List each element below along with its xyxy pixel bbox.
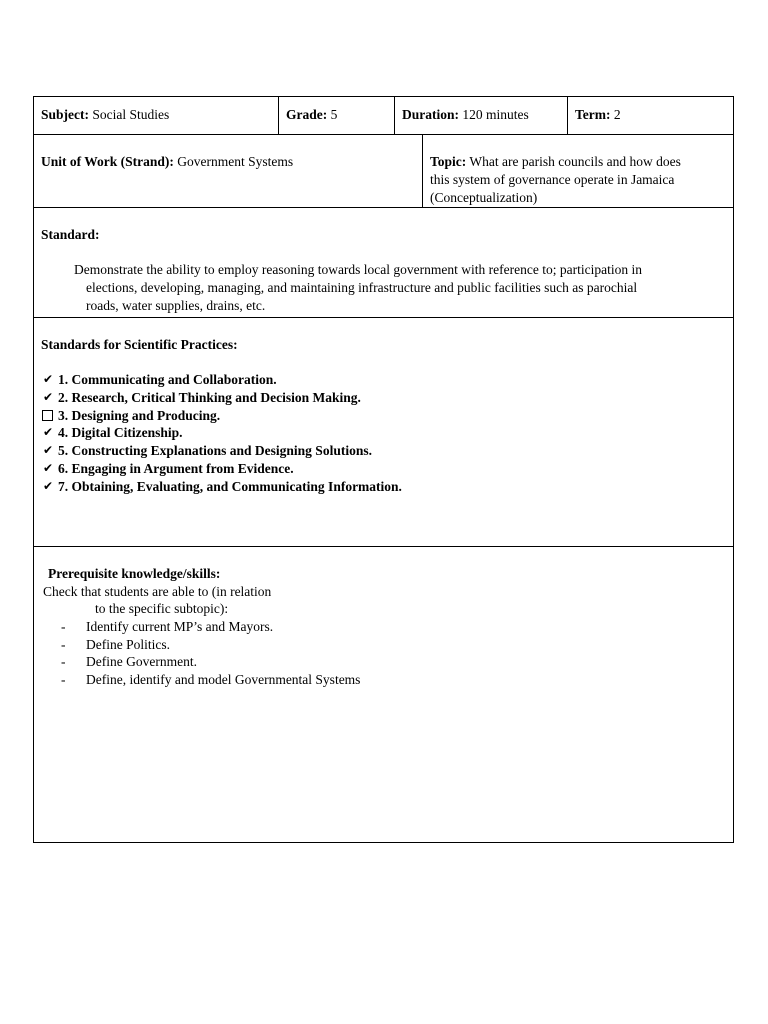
subject-cell <box>41 106 169 124</box>
prerequisite-item-text: Define Government. <box>86 654 197 669</box>
prerequisite-item <box>61 671 360 689</box>
standard-label: Standard: <box>41 227 100 242</box>
prerequisite-item <box>61 636 360 654</box>
practices-list <box>41 371 402 496</box>
checkmark-icon: ✔ <box>42 425 54 440</box>
topic-cell <box>430 153 681 207</box>
practice-item <box>41 371 402 389</box>
prerequisite-item <box>61 653 360 671</box>
standard-text <box>74 261 642 315</box>
checkmark-icon: ✔ <box>42 389 54 404</box>
practice-item <box>41 424 402 442</box>
grade-value: 5 <box>330 107 338 122</box>
practice-item <box>41 389 402 407</box>
term-label: Term: <box>575 107 611 122</box>
practices-label: Standards for Scientific Practices: <box>41 337 238 352</box>
term-cell <box>575 106 621 124</box>
topic-line-2: this system of governance operate in Jamaica <box>430 172 675 187</box>
bullet-dash: - <box>61 654 66 669</box>
unit-label: Unit of Work (Strand): <box>41 154 174 169</box>
checkmark-icon: ✔ <box>42 372 54 386</box>
practice-item-text: 5. Constructing Explanations and Designing Solutions. <box>58 443 372 459</box>
checkmark-icon: ✔ <box>42 443 54 458</box>
prerequisite-label: Prerequisite knowledge/skills: <box>48 566 221 581</box>
column-divider <box>394 96 395 134</box>
duration-value: 120 minutes <box>462 107 529 122</box>
bullet-dash: - <box>61 636 66 652</box>
row-divider <box>33 134 734 135</box>
empty-checkbox-icon <box>42 410 53 421</box>
grade-cell <box>286 106 337 124</box>
checkmark-icon: ✔ <box>42 460 54 475</box>
topic-line-3: (Conceptualization) <box>430 190 538 205</box>
practice-item-text: 3. Designing and Producing. <box>58 407 221 423</box>
term-value: 2 <box>613 107 621 122</box>
checkmark-icon: ✔ <box>42 478 54 493</box>
topic-line-1: What are parish councils and how does <box>469 154 681 169</box>
topic-label: Topic: <box>430 154 467 169</box>
practice-item-text: 2. Research, Critical Thinking and Decision Making. <box>58 389 361 405</box>
row-divider <box>33 546 734 547</box>
standard-line-3: roads, water supplies, drains, etc. <box>86 298 266 313</box>
row-divider <box>33 207 734 208</box>
prerequisite-intro-1: Check that students are able to (in relation <box>43 584 272 599</box>
column-divider <box>567 96 568 134</box>
column-divider <box>422 134 423 207</box>
grade-label: Grade: <box>286 107 328 122</box>
practice-item <box>41 407 402 425</box>
column-divider <box>278 96 279 134</box>
standard-line-2: elections, developing, managing, and maintaining infrastructure and public facilities such as parochial <box>86 280 638 295</box>
prerequisite-list <box>61 618 360 688</box>
practice-item <box>41 442 402 460</box>
subject-label: Subject: <box>41 107 89 122</box>
practice-item-text: 4. Digital Citizenship. <box>58 425 183 441</box>
prerequisite-intro-2: to the specific subtopic): <box>95 601 229 616</box>
unit-value: Government Systems <box>177 154 294 169</box>
duration-label: Duration: <box>402 107 459 122</box>
practice-item-text: 1. Communicating and Collaboration. <box>58 372 277 387</box>
bullet-dash: - <box>61 671 66 687</box>
duration-cell <box>402 106 529 124</box>
practice-item <box>41 478 402 496</box>
practice-item-text: 6. Engaging in Argument from Evidence. <box>58 460 294 476</box>
unit-cell <box>41 153 293 171</box>
prerequisite-item-text: Identify current MP’s and Mayors. <box>86 619 274 634</box>
practice-item <box>41 460 402 478</box>
prerequisite-item-text: Define, identify and model Governmental Systems <box>86 671 361 687</box>
practice-item-text: 7. Obtaining, Evaluating, and Communicating Information. <box>58 478 402 494</box>
standard-line-1: Demonstrate the ability to employ reasoning towards local government with reference to; participation in <box>74 262 642 277</box>
prerequisite-item-text: Define Politics. <box>86 636 170 652</box>
bullet-dash: - <box>61 619 66 634</box>
subject-value: Social Studies <box>92 107 170 122</box>
prerequisite-item <box>61 618 360 636</box>
row-divider <box>33 317 734 318</box>
